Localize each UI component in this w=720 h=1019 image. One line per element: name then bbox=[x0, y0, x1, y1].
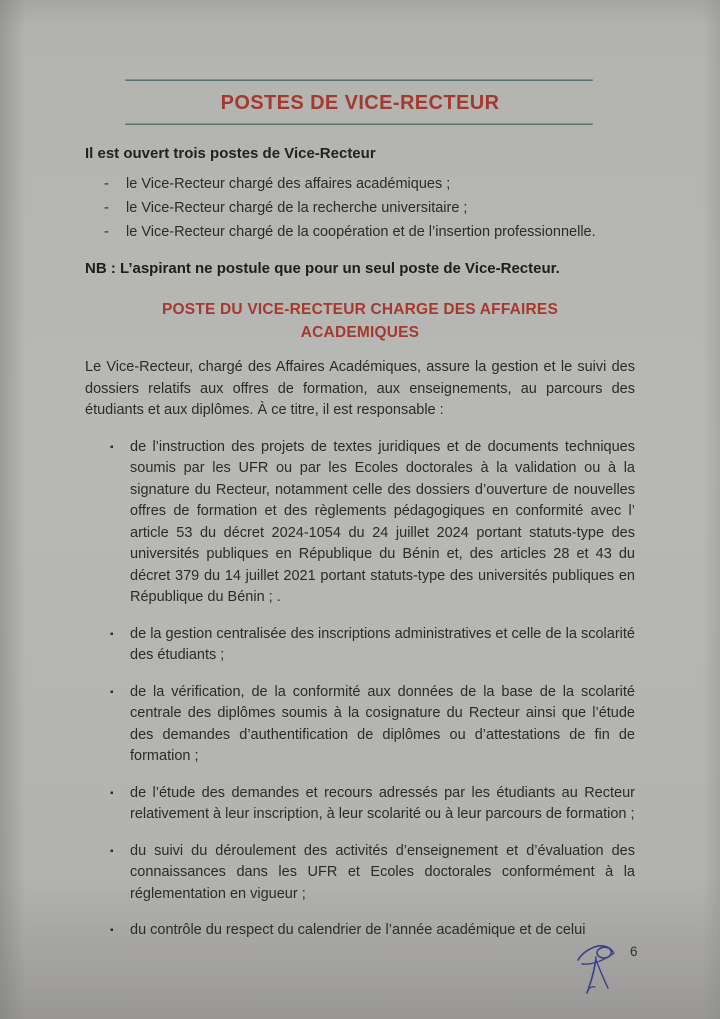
title-rule-bottom bbox=[125, 123, 593, 125]
square-bullet-marker bbox=[110, 682, 130, 768]
title-rule-top bbox=[125, 79, 593, 81]
square-bullet-marker bbox=[110, 920, 130, 942]
responsibilities-list bbox=[85, 437, 635, 942]
page-number: 6 bbox=[630, 944, 638, 959]
list-item-text: de l’étude des demandes et recours adressés par les étudiants au Recteur relativement à leur inscription, à leur scolarité ou à leur parcours de formation ; bbox=[130, 784, 635, 822]
dash-marker bbox=[104, 198, 126, 219]
dash-marker bbox=[104, 174, 126, 195]
square-bullet-marker bbox=[110, 841, 130, 906]
list-item-text: du contrôle du respect du calendrier de l’année académique et de celui bbox=[130, 922, 586, 938]
list-item bbox=[85, 783, 635, 826]
list-item bbox=[85, 682, 635, 768]
list-item bbox=[85, 174, 635, 195]
list-item bbox=[85, 920, 635, 942]
list-item bbox=[85, 222, 635, 243]
list-item-text: le Vice-Recteur chargé de la recherche universitaire ; bbox=[126, 200, 468, 216]
list-item-text: le Vice-Recteur chargé de la coopération et de l’insertion professionnelle. bbox=[126, 224, 596, 240]
section-heading: POSTE DU VICE-RECTEUR CHARGE DES AFFAIRES ACADEMIQUES bbox=[161, 301, 559, 341]
square-bullet-marker bbox=[110, 624, 130, 667]
list-item bbox=[85, 841, 635, 906]
dash-marker bbox=[104, 222, 126, 243]
list-item bbox=[85, 198, 635, 219]
nb-note: NB : L’aspirant ne postule que pour un seul poste de Vice-Recteur. bbox=[85, 260, 560, 277]
document-title: POSTES DE VICE-RECTEUR bbox=[220, 92, 500, 114]
list-item-text: du suivi du déroulement des activités d’enseignement et d’évaluation des connaissances dans les UFR et Ecoles doctorales conformément à la réglementation en vigueur ; bbox=[130, 842, 635, 902]
list-item bbox=[85, 624, 635, 667]
list-item bbox=[85, 437, 635, 609]
list-item-text: de la gestion centralisée des inscriptions administratives et celle de la scolarité des étudiants ; bbox=[130, 625, 635, 663]
square-bullet-marker bbox=[110, 437, 130, 609]
list-item-text: de l’instruction des projets de textes juridiques et de documents techniques soumis par les UFR ou par les Ecoles doctorales à la validation ou à la signature du Recteur, notamment celle des dossiers d’ouverture de nouvelles offres de formation et des règlements pédagogiques en conformité avec l’ article 53 du décret 2024-1054 du 24 juillet 2024 portant statuts-type des universités publiques en République du Bénin et, des articles 28 et 43 du décret 379 du 14 juillet 2021 portant statuts-type des universités publiques en République du Bénin ; . bbox=[130, 438, 635, 605]
handwritten-initials-paraph bbox=[574, 940, 622, 1000]
document-content bbox=[85, 0, 635, 942]
section-intro-paragraph: Le Vice-Recteur, chargé des Affaires Académiques, assure la gestion et le suivi des dossiers relatifs aux offres de formation, aux enseignements, au parcours des étudiants et aux diplômes. À ce titre, il est responsable : bbox=[85, 359, 635, 418]
square-bullet-marker bbox=[110, 783, 130, 826]
list-item-text: le Vice-Recteur chargé des affaires académiques ; bbox=[126, 176, 451, 192]
list-item-text: de la vérification, de la conformité aux données de la base de la scolarité centrale des diplômes soumis à la cosignature du Recteur ainsi que l’étude des demandes d’authentification de diplômes ou d’attestations de fin de formation ; bbox=[130, 683, 635, 764]
intro-heading: Il est ouvert trois postes de Vice-Recteur bbox=[85, 145, 376, 162]
vice-rector-posts-list bbox=[85, 174, 635, 243]
